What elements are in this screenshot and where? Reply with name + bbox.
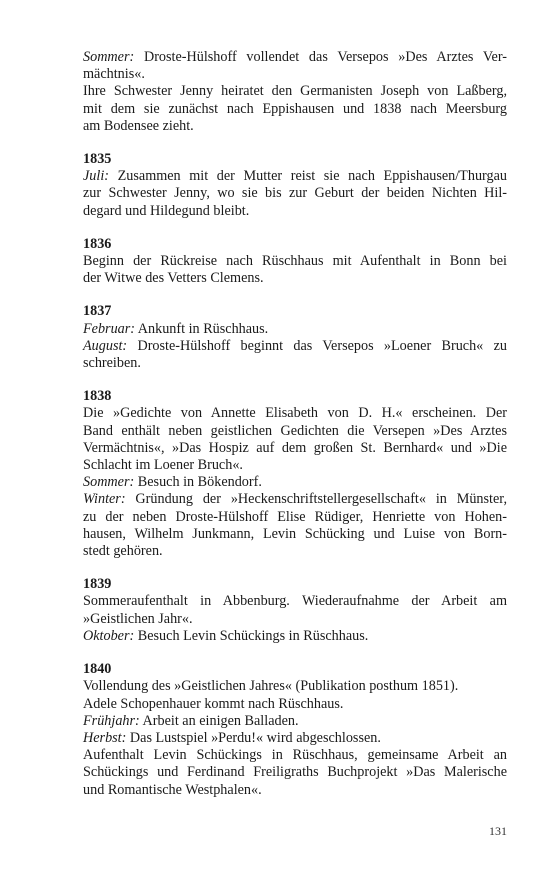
line-text: Vollendung des »Geistlichen Jahres« (Publikation posthum 1851). xyxy=(83,678,459,695)
year-heading: 1838 xyxy=(83,388,112,405)
text-line xyxy=(83,49,507,66)
season-label: Herbst: xyxy=(83,729,127,746)
text-line xyxy=(83,355,507,372)
season-label: Oktober: xyxy=(83,627,135,644)
line-text: zur Schwester Jenny, wo sie bis zur Geburt der beiden Nichten Hil- xyxy=(83,185,507,202)
season-label: Juli: xyxy=(83,168,109,185)
entry-1834-continuation xyxy=(83,49,507,135)
line-text: Das Lustspiel »Perdu!« wird abgeschlossen. xyxy=(126,729,381,746)
text-line xyxy=(83,611,507,628)
line-text: Sommeraufenthalt in Abbenburg. Wiederaufnahme der Arbeit am xyxy=(83,593,507,610)
line-text: Die »Gedichte von Annette Elisabeth von D. H.« erscheinen. Der xyxy=(83,405,507,422)
chronology-entries xyxy=(83,135,507,799)
text-line xyxy=(83,713,507,730)
text-line xyxy=(83,457,507,474)
line-text: Zusammen mit der Mutter reist sie nach Eppishausen/Thurgau xyxy=(109,168,507,185)
text-line xyxy=(83,730,507,747)
entry-spacer xyxy=(83,645,507,661)
line-text: degard und Hildegund bleibt. xyxy=(83,202,250,219)
text-line xyxy=(83,66,507,83)
line-text: Aufenthalt Levin Schückings in Rüschhaus, gemeinsame Arbeit an xyxy=(83,747,507,764)
text-line xyxy=(83,747,507,764)
season-label: Sommer: xyxy=(83,49,135,65)
season-label: Februar: xyxy=(83,320,136,337)
text-line xyxy=(83,321,507,338)
line-text: Vermächtnis«, »Das Hospiz auf dem großen St. Bernhard« und »Die xyxy=(83,439,507,456)
year-heading: 1835 xyxy=(83,151,112,168)
year-heading: 1840 xyxy=(83,661,112,678)
line-text: Schlacht im Loener Bruch«. xyxy=(83,457,243,474)
text-line xyxy=(83,270,507,287)
line-text: Besuch in Bökendorf. xyxy=(134,474,262,491)
season-label: Frühjahr: xyxy=(83,712,140,729)
line-text: hausen, Wilhelm Junkmann, Levin Schücking und Luise von Born- xyxy=(83,525,507,542)
entry-spacer xyxy=(83,372,507,388)
season-label: Winter: xyxy=(83,491,126,508)
entry-spacer xyxy=(83,135,507,151)
text-line xyxy=(83,509,507,526)
text-line xyxy=(83,696,507,713)
text-line xyxy=(83,440,507,457)
line-text: Schückings und Ferdinand Freiligraths Buchprojekt »Das Malerische xyxy=(83,764,507,781)
text-line xyxy=(83,764,507,781)
line-text: Droste-Hülshoff beginnt das Versepos »Loener Bruch« zu xyxy=(127,337,507,354)
text-line xyxy=(83,83,507,100)
season-label: August: xyxy=(83,337,128,354)
line-text: zu der neben Droste-Hülshoff Elise Rüdiger, Henriette von Hohen- xyxy=(83,508,507,525)
line-text: Droste-Hülshoff vollendet das Versepos »Des Arztes Ver- xyxy=(134,49,507,65)
line-text: Arbeit an einigen Balladen. xyxy=(139,712,299,729)
line-text: mit dem sie zunächst nach Eppishausen und 1838 nach Meersburg xyxy=(83,100,507,117)
year-heading: 1839 xyxy=(83,576,112,593)
text-line xyxy=(83,423,507,440)
text-line xyxy=(83,491,507,508)
line-text: Beginn der Rückreise nach Rüschhaus mit Aufenthalt in Bonn bei xyxy=(83,253,507,270)
entry-spacer xyxy=(83,287,507,303)
entry-spacer xyxy=(83,220,507,236)
text-line xyxy=(83,405,507,422)
page-number: 131 xyxy=(489,824,507,838)
text-line xyxy=(83,628,507,645)
chronology-page xyxy=(83,49,507,799)
line-text: am Bodensee zieht. xyxy=(83,117,194,134)
line-text: und Romantische Westphalen«. xyxy=(83,781,262,798)
text-line xyxy=(83,526,507,543)
line-text: Band enthält neben geistlichen Gedichten die Versepen »Des Arztes xyxy=(83,422,507,439)
line-text: Gründung der »Heckenschriftstellergesellschaft« in Münster, xyxy=(125,491,507,508)
text-line xyxy=(83,593,507,610)
line-text: Besuch Levin Schückings in Rüschhaus. xyxy=(134,627,369,644)
text-line xyxy=(83,168,507,185)
text-line xyxy=(83,543,507,560)
year-entry xyxy=(83,576,507,645)
text-line xyxy=(83,678,507,695)
text-line xyxy=(83,474,507,491)
text-line xyxy=(83,338,507,355)
text-line xyxy=(83,782,507,799)
line-text: Ihre Schwester Jenny heiratet den Germanisten Joseph von Laßberg, xyxy=(83,83,507,100)
entry-spacer xyxy=(83,560,507,576)
line-text: schreiben. xyxy=(83,355,141,372)
line-text: Ankunft in Rüschhaus. xyxy=(135,320,269,337)
text-line xyxy=(83,118,507,135)
line-text: der Witwe des Vetters Clemens. xyxy=(83,270,264,287)
text-line xyxy=(83,185,507,202)
line-text: Adele Schopenhauer kommt nach Rüschhaus. xyxy=(83,695,344,712)
line-text: »Geistlichen Jahr«. xyxy=(83,610,193,627)
season-label: Sommer: xyxy=(83,474,135,491)
text-line xyxy=(83,253,507,270)
year-entry xyxy=(83,661,507,799)
year-entry xyxy=(83,151,507,220)
text-line xyxy=(83,203,507,220)
year-entry xyxy=(83,236,507,288)
year-entry xyxy=(83,388,507,560)
text-line xyxy=(83,101,507,118)
line-text: mächtnis«. xyxy=(83,66,145,83)
year-entry xyxy=(83,303,507,372)
line-text: stedt gehören. xyxy=(83,543,163,560)
year-heading: 1836 xyxy=(83,235,112,252)
year-heading: 1837 xyxy=(83,303,112,320)
